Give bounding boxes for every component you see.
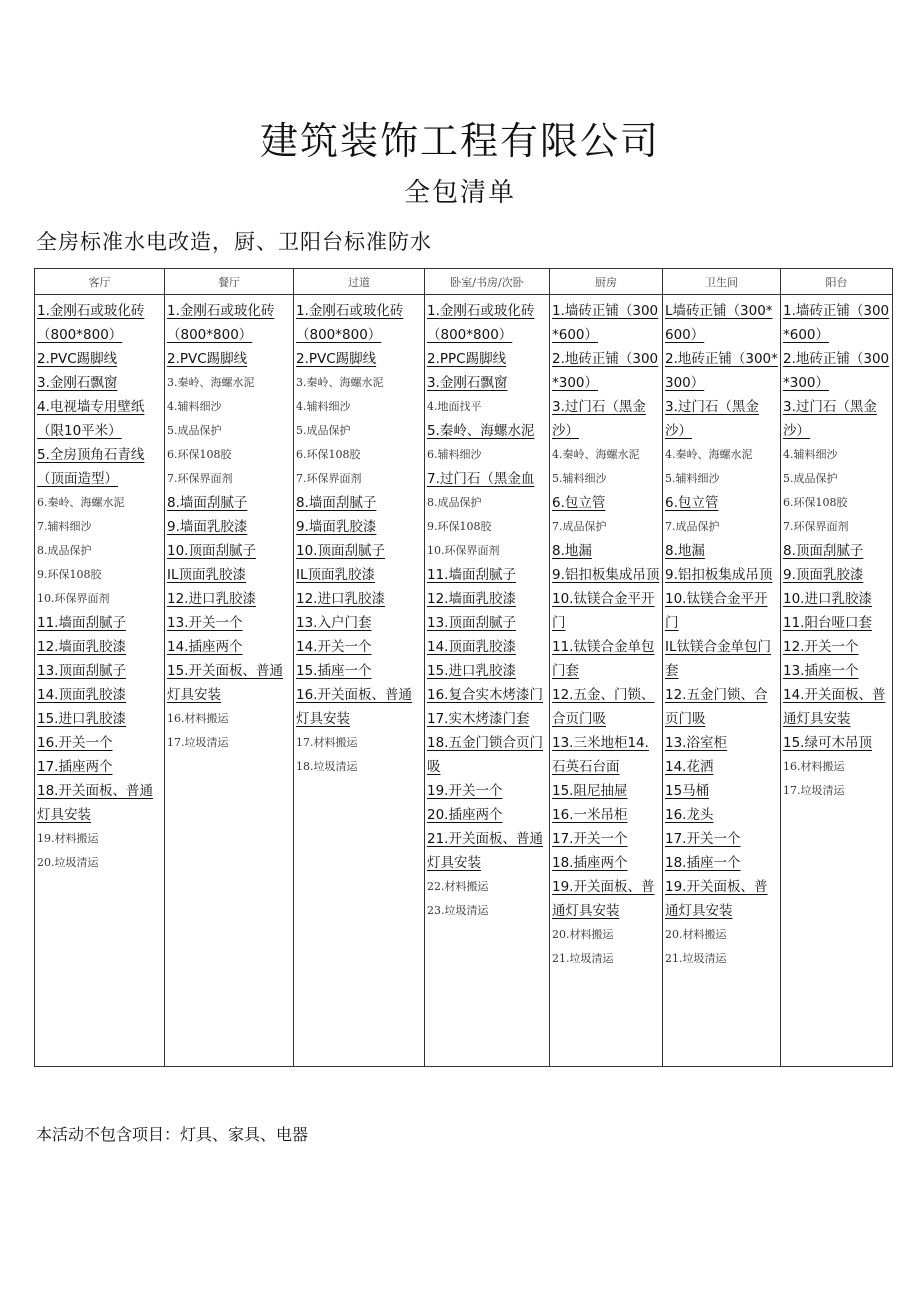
list-item: 6.环保108胶 (783, 496, 848, 509)
list-item: 9.顶面乳胶漆 (783, 567, 864, 583)
list-item: 3.过门石（黑金沙） (552, 399, 646, 439)
list-item: 13.顶面刮腻子 (427, 615, 516, 631)
list-item: 12.墙面乳胶漆 (427, 591, 516, 607)
list-item: 9.环保108胶 (37, 568, 102, 581)
list-item: 12.进口乳胶漆 (167, 591, 256, 607)
list-item: 14.开关面板、普通灯具安装 (783, 687, 886, 727)
list-item: 11.墙面刮腻子 (427, 567, 516, 583)
living-room-items (35, 295, 165, 1067)
list-item: 5.成品保护 (167, 424, 222, 437)
list-item: 7.成品保护 (665, 520, 720, 533)
list-item: 15.插座一个 (296, 663, 372, 679)
hallway-items (294, 295, 425, 1067)
list-item: 12.进口乳胶漆 (296, 591, 385, 607)
list-item: 18.垃圾清运 (296, 760, 358, 773)
list-item: 4.地面找平 (427, 400, 482, 413)
list-item: 1.金刚石或玻化砖（800*800） (37, 303, 145, 343)
list-item: 14.顶面乳胶漆 (37, 687, 126, 703)
list-item: 6.辅料细沙 (427, 448, 482, 461)
list-item: 1.墙砖正铺（300*600） (552, 303, 659, 343)
list-item: 7.环保界面剂 (783, 520, 849, 533)
list-item: 2.PVC踢脚线 (167, 351, 248, 367)
list-item: 20.垃圾清运 (37, 856, 99, 869)
list-item: 23.垃圾清运 (427, 904, 489, 917)
list-item: 10.顶面刮腻子 (296, 543, 385, 559)
list-item: 2.PVC踢脚线 (37, 351, 118, 367)
list-item: 15.阻尼抽屉 (552, 783, 628, 799)
list-item: 12.五金、门锁、合页门吸 (552, 687, 655, 727)
list-item: 10.钛镁合金平开门 (665, 591, 768, 631)
list-item: 9.环保108胶 (427, 520, 492, 533)
list-item: 16.材料搬运 (167, 712, 229, 725)
list-item: 10.环保界面剂 (37, 592, 110, 605)
list-item: 15.绿可木吊顶 (783, 735, 872, 751)
bathroom-items (663, 295, 781, 1067)
list-item: 10.钛镁合金平开门 (552, 591, 655, 631)
column-header-living-room: 客厅 (35, 269, 165, 295)
list-item: 6.包立管 (665, 495, 719, 511)
list-item: 13.入户门套 (296, 615, 372, 631)
list-item: 11.墙面刮腻子 (37, 615, 126, 631)
list-item: 9.铝扣板集成吊顶 (552, 567, 660, 583)
list-item: 8.成品保护 (37, 544, 92, 557)
list-item: 17.开关一个 (552, 831, 628, 847)
list-item: 9.墙面乳胶漆 (167, 519, 248, 535)
footer-note: 本活动不包含项目：灯具、家具、电器 (36, 1125, 309, 1144)
list-item: 5.辅料细沙 (552, 472, 607, 485)
list-item: 3.过门石（黑金沙） (783, 399, 877, 439)
list-item: 2.地砖正铺（300*300） (552, 351, 659, 391)
list-item: 7.过门石（黑金血 (427, 471, 535, 487)
list-item: 11.阳台哑口套 (783, 615, 872, 631)
list-item: 15.开关面板、普通灯具安装 (167, 663, 283, 703)
list-item: 19.开关面板、普通灯具安装 (665, 879, 768, 919)
list-item: 4.辅料细沙 (296, 400, 351, 413)
list-item: 1.金刚石或玻化砖（800*800） (427, 303, 535, 343)
list-item: 21.开关面板、普通灯具安装 (427, 831, 543, 871)
list-item: 9.墙面乳胶漆 (296, 519, 377, 535)
list-item: 10.环保界面剂 (427, 544, 500, 557)
list-item: 16.开关一个 (37, 735, 113, 751)
list-item: 6.环保108胶 (296, 448, 361, 461)
list-item: 10.顶面刮腻子 (167, 543, 256, 559)
kitchen-items (550, 295, 663, 1067)
list-item: 1.墙砖正铺（300*600） (783, 303, 890, 343)
list-item: 13.浴室柜 (665, 735, 727, 751)
list-item: 12.五金门锁、合页门吸 (665, 687, 768, 727)
list-item: 14.开关一个 (296, 639, 372, 655)
list-item: 3.秦岭、海螺水泥 (167, 376, 255, 389)
balcony-items (781, 295, 893, 1067)
list-item: 5.辅料细沙 (665, 472, 720, 485)
list-item: 1.金刚石或玻化砖（800*800） (167, 303, 275, 343)
list-item: 22.材料搬运 (427, 880, 489, 893)
column-header-hallway: 过道 (294, 269, 425, 295)
items-row (35, 295, 893, 1067)
list-item: 17.垃圾清运 (783, 784, 845, 797)
list-item: 2.PPC踢脚线 (427, 351, 507, 367)
list-item: 5.成品保护 (296, 424, 351, 437)
list-item: 2.地砖正铺（300*300） (665, 351, 778, 391)
list-item: 6.环保108胶 (167, 448, 232, 461)
list-item: IL顶面乳胶漆 (167, 567, 247, 583)
list-item: 13.开关一个 (167, 615, 243, 631)
column-header-bathroom: 卫生间 (663, 269, 781, 295)
list-item: 8.成品保护 (427, 496, 482, 509)
list-item: 17.开关一个 (665, 831, 741, 847)
list-item: 2.地砖正铺（300*300） (783, 351, 890, 391)
list-item: 20.材料搬运 (552, 928, 614, 941)
list-item: 4.秦岭、海螺水泥 (665, 448, 753, 461)
list-item: 12.墙面乳胶漆 (37, 639, 126, 655)
list-item: 17.插座两个 (37, 759, 113, 775)
list-item: 17.材料搬运 (296, 736, 358, 749)
list-item: 14.花洒 (665, 759, 714, 775)
list-item: 20.材料搬运 (665, 928, 727, 941)
list-item: 4.辅料细沙 (783, 448, 838, 461)
list-item: 16.材料搬运 (783, 760, 845, 773)
list-item: 15马桶 (665, 783, 710, 799)
list-item: 8.地漏 (552, 543, 592, 559)
list-item: 21.垃圾清运 (665, 952, 727, 965)
list-item: 13.插座一个 (783, 663, 859, 679)
package-table (34, 268, 893, 1067)
list-item: 13.顶面刮腻子 (37, 663, 126, 679)
header-row (35, 269, 893, 295)
list-item: 7.环保界面剂 (296, 472, 362, 485)
column-header-dining-room: 餐厅 (165, 269, 294, 295)
list-item: 16.一米吊柜 (552, 807, 628, 823)
column-header-kitchen: 厨房 (550, 269, 663, 295)
list-item: 18.开关面板、普通灯具安装 (37, 783, 153, 823)
list-item: 2.PVC踢脚线 (296, 351, 377, 367)
column-header-balcony: 阳台 (781, 269, 893, 295)
list-item: 6.包立管 (552, 495, 606, 511)
list-item: 6.秦岭、海螺水泥 (37, 496, 125, 509)
list-item: 8.地漏 (665, 543, 705, 559)
dining-room-items (165, 295, 294, 1067)
list-item: 14.插座两个 (167, 639, 243, 655)
list-item: 1.金刚石或玻化砖（800*800） (296, 303, 404, 343)
list-item: 19.开关面板、普通灯具安装 (552, 879, 655, 919)
list-item: 7.成品保护 (552, 520, 607, 533)
list-item: 4.电视墙专用壁纸（限10平米） (37, 399, 145, 439)
list-item: 7.环保界面剂 (167, 472, 233, 485)
list-item: 19.开关一个 (427, 783, 503, 799)
list-item: 19.材料搬运 (37, 832, 99, 845)
list-item: 3.过门石（黑金沙） (665, 399, 759, 439)
list-item: 3.秦岭、海螺水泥 (296, 376, 384, 389)
list-item: 8.墙面刮腻子 (167, 495, 248, 511)
list-item: 17.实木烤漆门套 (427, 711, 530, 727)
list-item: 5.全房顶角石青线（顶面造型） (37, 447, 145, 487)
list-item: 7.辅料细沙 (37, 520, 92, 533)
list-item: 18.五金门锁合页门吸 (427, 735, 543, 775)
list-item: 8.墙面刮腻子 (296, 495, 377, 511)
list-item: 18.插座两个 (552, 855, 628, 871)
list-item: 18.插座一个 (665, 855, 741, 871)
list-item: 8.顶面刮腻子 (783, 543, 864, 559)
list-item: 4.辅料细沙 (167, 400, 222, 413)
list-item: 15.进口乳胶漆 (37, 711, 126, 727)
bedroom-study-items (425, 295, 550, 1067)
list-item: 4.秦岭、海螺水泥 (552, 448, 640, 461)
list-item: 21.垃圾清运 (552, 952, 614, 965)
list-item: 5.成品保护 (783, 472, 838, 485)
list-item: 14.顶面乳胶漆 (427, 639, 516, 655)
column-header-bedroom-study: 卧室/书房/次卧 (425, 269, 550, 295)
list-item: IL钛镁合金单包门套 (665, 639, 772, 679)
list-item: 11.钛镁合金单包门套 (552, 639, 655, 679)
list-item: 12.开关一个 (783, 639, 859, 655)
list-item: 20.插座两个 (427, 807, 503, 823)
list-item: IL顶面乳胶漆 (296, 567, 376, 583)
list-item: 9.铝扣板集成吊顶 (665, 567, 773, 583)
list-item: 16.开关面板、普通灯具安装 (296, 687, 412, 727)
document-title: 建筑装饰工程有限公司 (259, 119, 660, 163)
list-item: 15.进口乳胶漆 (427, 663, 516, 679)
scope-line: 全房标准水电改造，厨、卫阳台标准防水 (36, 230, 432, 254)
list-item: 17.垃圾清运 (167, 736, 229, 749)
document-subtitle: 全包清单 (403, 178, 516, 208)
list-item: L墙砖正铺（300*600） (665, 303, 773, 343)
list-item: 3.金刚石飘窗 (427, 375, 508, 391)
list-item: 3.金刚石飘窗 (37, 375, 118, 391)
list-item: 10.进口乳胶漆 (783, 591, 872, 607)
list-item: 16.复合实木烤漆门 (427, 687, 543, 703)
list-item: 16.龙头 (665, 807, 714, 823)
list-item: 5.秦岭、海螺水泥 (427, 423, 535, 439)
list-item: 13.三米地柜14.石英石台面 (552, 735, 649, 775)
